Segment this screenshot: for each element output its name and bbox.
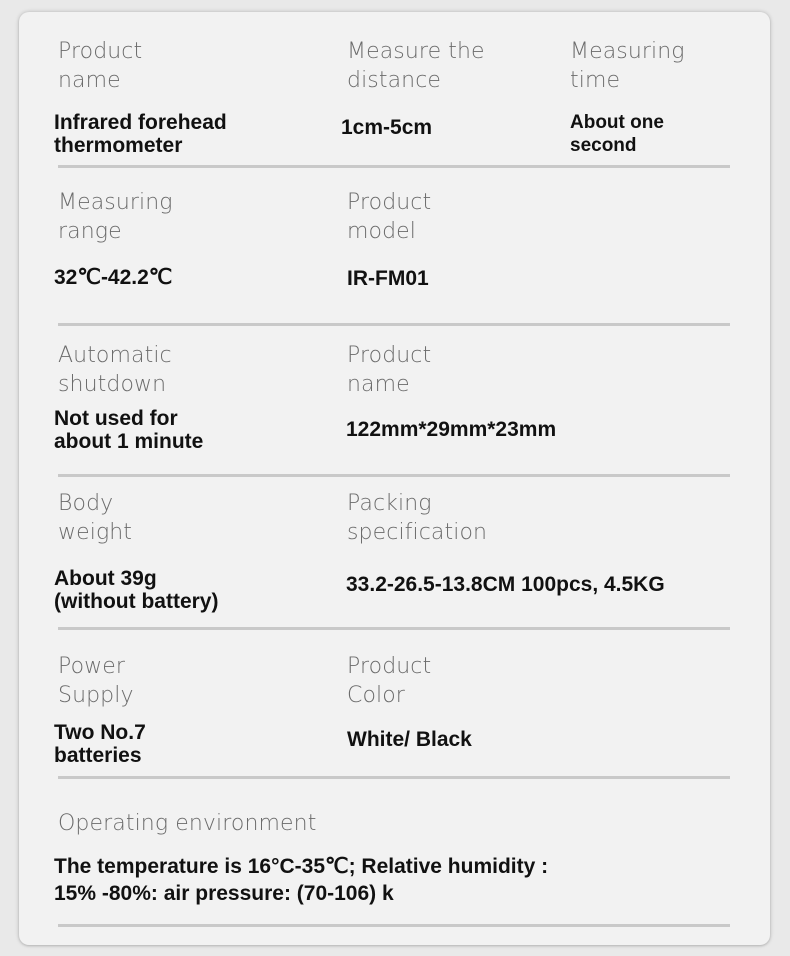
row-divider — [58, 474, 730, 477]
measure-distance-value: 1cm-5cm — [341, 116, 433, 139]
row-divider — [58, 776, 730, 779]
operating-environment-label: Operating environment — [58, 811, 317, 836]
product-color-label: Product Color — [347, 654, 432, 708]
bottom-divider — [58, 924, 730, 927]
spec-card — [19, 12, 770, 945]
row-divider — [58, 323, 730, 326]
measuring-time-value: About one second — [570, 112, 664, 156]
body-weight-label: Body weight — [58, 491, 133, 545]
row-divider — [58, 627, 730, 630]
product-name-label: Product name — [58, 39, 143, 93]
packing-spec-value: 33.2-26.5-13.8CM 100pcs, 4.5KG — [346, 573, 665, 596]
packing-spec-label: Packing specification — [347, 491, 488, 545]
power-supply-label: Power Supply — [58, 654, 134, 708]
row-divider — [58, 165, 730, 168]
body-weight-value: About 39g (without battery) — [54, 567, 219, 613]
automatic-shutdown-label: Automatic shutdown — [58, 343, 172, 397]
automatic-shutdown-value: Not used for about 1 minute — [54, 407, 204, 453]
product-color-value: White/ Black — [347, 728, 472, 751]
measuring-range-label: Measuring range — [58, 190, 173, 244]
product-size-value: 122mm*29mm*23mm — [346, 418, 557, 441]
measuring-range-value: 32℃-42.2℃ — [54, 266, 173, 289]
product-name-value: Infrared forehead thermometer — [54, 111, 227, 157]
product-model-value: IR-FM01 — [347, 267, 429, 290]
product-model-label: Product model — [347, 190, 432, 244]
operating-environment-value: The temperature is 16°C-35℃; Relative humidity : 15% -80%: air pressure: (70-106) k — [54, 855, 549, 905]
measuring-time-label: Measuring time — [570, 39, 685, 93]
product-size-label: Product name — [347, 343, 432, 397]
measure-distance-label: Measure the distance — [347, 39, 485, 93]
power-supply-value: Two No.7 batteries — [54, 721, 146, 767]
